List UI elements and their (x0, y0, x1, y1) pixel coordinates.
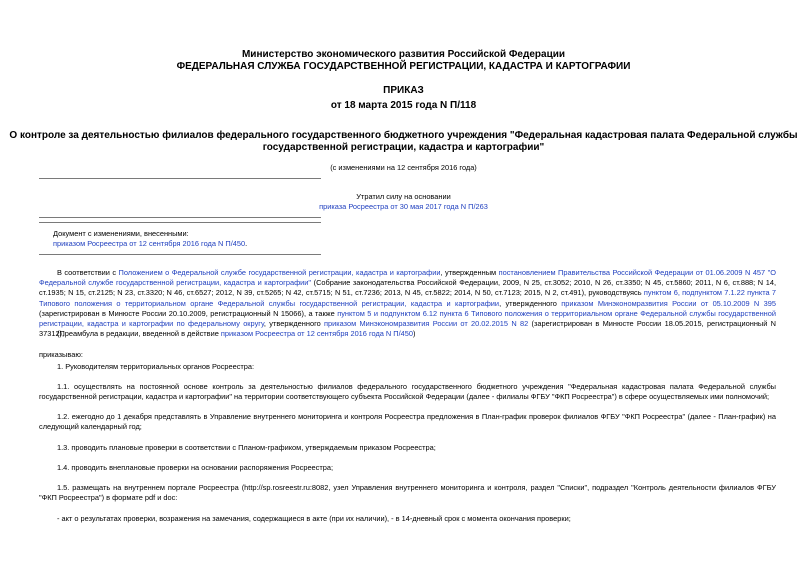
preamble-note: (Преамбула в редакции, введенной в действие приказом Росреестра от 12 сентября 2016 года N П/450) (57, 329, 416, 338)
federal-district-regulation-link[interactable]: пунктом 5 и подпунктом 6.12 пункта 6 Типового положения о территориальном органе Федеральной службы государственной регистрации, кадастра и картографии по федеральному округу (39, 308, 776, 329)
divider (39, 222, 321, 223)
regulation-link[interactable]: Положением о Федеральной службе государственной регистрации, кадастра и картографии (118, 268, 441, 277)
item-1-4: 1.4. проводить внеплановые проверки на основании распоряжения Росреестра; (57, 463, 334, 472)
divider (39, 217, 321, 218)
item-1-5-a: - акт о результатах проверки, возражения на замечания, содержащиеся в акте (при их наличии), - в 14-дневный срок с момента окончания проверки; (57, 514, 571, 523)
divider (39, 178, 321, 179)
preamble-amendment-link[interactable]: приказом Росреестра от 12 сентября 2016 года N П/450 (220, 329, 414, 338)
typical-regulation-link[interactable]: пунктом 6, подпунктом 7.1.22 пункта 7 Типового положения о территориальном органе Федеральной службы государственной регистрации, кадастра и картографии (39, 288, 776, 308)
order-word: приказываю: (39, 350, 83, 359)
repeal-order-link[interactable]: приказа Росреестра от 30 мая 2017 года N П/263 (319, 202, 488, 211)
amending-order-link[interactable]: приказом Росреестра от 12 сентября 2016 года N П/450 (53, 239, 246, 248)
ministry-order-395-link[interactable]: приказом Минэкономразвития России от 05.10.2009 N 395 (561, 298, 776, 308)
preamble-paragraph: В соответствии с Положением о Федеральной службе государственной регистрации, кадастра и картографии, утвержденным постановлением Правительства Российской Федерации от 01.06.2009 N 457 "О Федеральной службе государственной регистрации, кадастра и картографии" (Собрание законодательства Российской Федерации, 2009, N 25, ст.3052; 2010, N 26, ст.3350; N 45, ст.5860; 2011, N 6, ст.888; N 14, ст.1935; N 15, ст.2125; N 23, ст.3320; N 46, ст.6527; 2012, N 39, ст.5265; N 42, ст.5715; N 51, ст.7236; 2013, N 45, ст.5822; 2014, N 50, ст.7123; 2015, N 2, ст.491), руководствуясь пунктом 6, подпунктом 7.1.22 пункта 7 Типового положения о территориальном органе Федеральной службы государственной регистрации, кадастра и картографии, утвержденного приказом Минэкономразвития России от 05.10.2009 N 395 (зарегистрирован в Минюсте России 20.10.2009, регистрационный N 15066), а также пунктом 5 и подпунктом 6.12 пункта 6 Типового положения о территориальном органе Федеральной службы государственной регистрации, кадастра и картографии по федеральному округу, утвержденного приказом Минэкономразвития России от 20.02.2015 N 82 (зарегистрирован в Минюсте России 18.05.2015, регистрационный N 37312), (39, 268, 777, 339)
document-title-line-1: О контроле за деятельностью филиалов федерального государственного бюджетного учреждения "Федеральная кадастровая палата Федеральной службы (9, 130, 798, 141)
divider (39, 254, 321, 255)
document-title-line-2: государственной регистрации, кадастра и картографии" (262, 142, 545, 153)
government-decree-link[interactable]: постановлением Правительства Российской Федерации от 01.06.2009 N 457 "О Федеральной службе государственной регистрации, кадастра и картографии" (39, 268, 776, 288)
status-text: Утратил силу на основании (356, 192, 451, 201)
item-1-1: 1.1. осуществлять на постоянной основе контроль за деятельностью филиалов федерального государственного бюджетного учреждения "Федеральная кадастровая палата Федеральной службы государственной регистрации, кадастра и картографии" на территории соответствующего субъекта Российской Федерации (далее - филиалы ФГБУ "ФКП Росреестра") в сфере осуществляемых ими полномочий; (39, 382, 776, 402)
item-1: 1. Руководителям территориальных органов Росреестра: (57, 362, 255, 371)
document-date: от 18 марта 2015 года N П/118 (330, 100, 477, 111)
changes-tail: . (245, 239, 248, 248)
document-type: ПРИКАЗ (383, 85, 424, 96)
changes-label: Документ с изменениями, внесенными: (53, 229, 189, 238)
revision-note: (с изменениями на 12 сентября 2016 года) (330, 163, 477, 172)
ministry-order-82-link[interactable]: приказом Минэкономразвития России от 20.02.2015 N 82 (324, 319, 529, 329)
item-1-5: 1.5. размещать на внутреннем портале Росреестра (http://sp.rosreestr.ru:8082, узел Управления внутреннего мониторинга и контроля, раздел "Списки", подраздел "Контроль деятельности филиалов ФГБУ "ФКП Росреестра") в формате pdf и doc: (39, 483, 776, 503)
item-1-3: 1.3. проводить плановые проверки в соответствии с Планом-графиком, утверждаемым приказом Росреестра; (57, 443, 436, 452)
service-name: ФЕДЕРАЛЬНАЯ СЛУЖБА ГОСУДАРСТВЕННОЙ РЕГИСТРАЦИИ, КАДАСТРА И КАРТОГРАФИИ (176, 61, 631, 72)
ministry-name: Министерство экономического развития Российской Федерации (241, 49, 566, 60)
item-1-2: 1.2. ежегодно до 1 декабря представлять в Управление внутреннего мониторинга и контроля Росреестра предложения в План-график проверок филиалов ФГБУ "ФКП Росреестра" (далее - План-график) на следующий календарный год; (39, 412, 776, 432)
